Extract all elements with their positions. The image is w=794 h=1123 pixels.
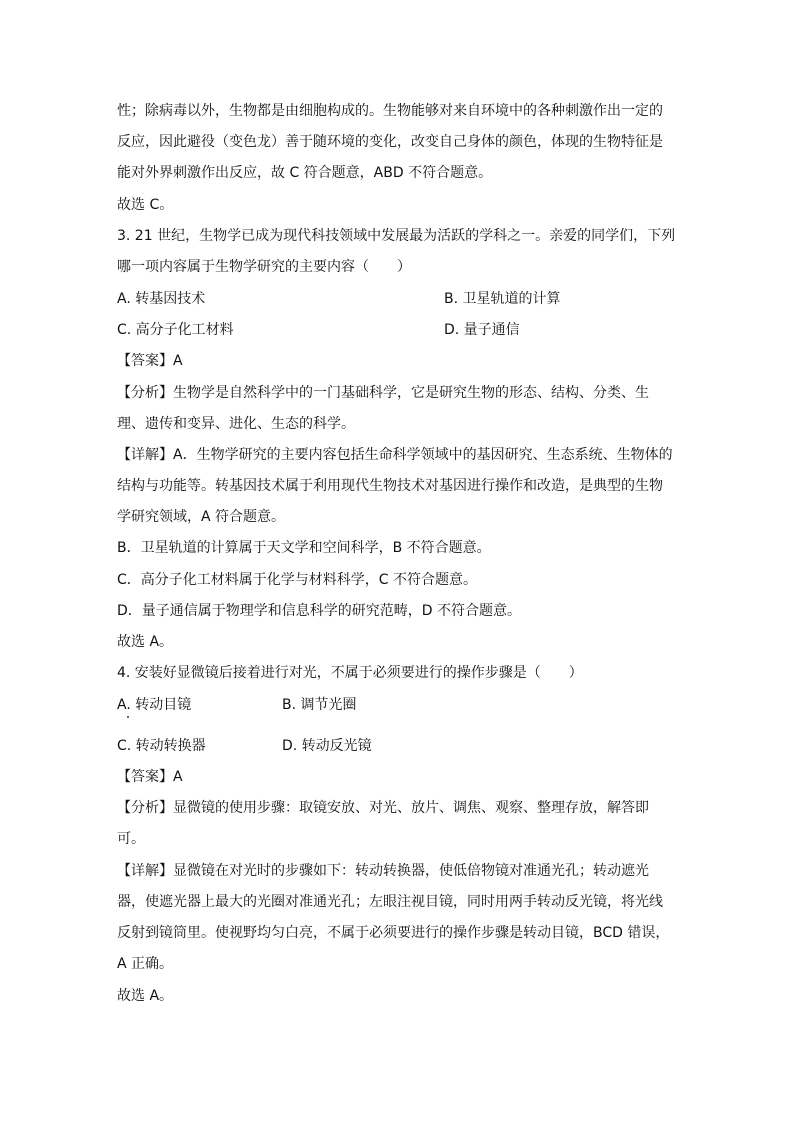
analysis-text: 【分析】生物学是自然科学中的一门基础科学，它是研究生物的形态、结构、分类、生: [117, 385, 649, 401]
answer-label: 【答案】A: [117, 769, 183, 785]
question-4-text: 4. 安装好显微镜后接着进行对光，不属于必须要进行的操作步骤是（ ）: [117, 665, 583, 681]
q3-option-d: D. 量子通信: [444, 322, 520, 338]
explanation-text: 结构与功能等。转基因技术属于利用现代生物技术对基因进行操作和改造，是典型的生物: [117, 478, 663, 494]
text-line: 能对外界刺激作出反应，故 C 符合题意，ABD 不符合题意。: [117, 165, 493, 181]
analysis-text: 可。: [117, 831, 145, 847]
explanation-text: 学研究领域，A 符合题意。: [117, 509, 286, 525]
answer-choice-line: 故选 C。: [117, 197, 174, 213]
explanation-text: C．高分子化工材料属于化学与材料科学，C 不符合题意。: [117, 572, 477, 588]
text-line: 性；除病毒以外，生物都是由细胞构成的。生物能够对来自环境中的各种刺激作出一定的: [117, 103, 663, 119]
q4-option-c: C. 转动转换器: [117, 738, 206, 754]
explanation-text: 反射到镜筒里。使视野均匀白亮，不属于必须要进行的操作步骤是转动目镜，BCD 错误，: [117, 925, 670, 941]
q4-option-a: A. 转动目镜: [117, 697, 192, 713]
q4-option-d: D. 转动反光镜: [282, 738, 372, 754]
explanation-text: D．量子通信属于物理学和信息科学的研究范畴，D 不符合题意。: [117, 603, 522, 619]
explanation-text: A 正确。: [117, 956, 174, 972]
explanation-text: B．卫星轨道的计算属于天文学和空间科学，B 不符合题意。: [117, 540, 491, 556]
explanation-text: 器，使遮光器上最大的光圈对准通光孔；左眼注视目镜，同时用两手转动反光镜，将光线: [117, 894, 663, 910]
answer-label: 【答案】A: [117, 353, 183, 369]
analysis-text: 理、遗传和变异、进化、生态的科学。: [117, 416, 355, 432]
answer-choice-line: 故选 A。: [117, 988, 174, 1004]
stray-dot: [127, 716, 129, 718]
q3-option-a: A. 转基因技术: [117, 291, 206, 307]
explanation-text: 【详解】显微镜在对光时的步骤如下：转动转换器，使低倍物镜对准通光孔；转动遮光: [117, 863, 649, 879]
text-line: 反应，因此避役（变色龙）善于随环境的变化，改变自己身体的颜色，体现的生物特征是: [117, 134, 663, 150]
q3-option-c: C. 高分子化工材料: [117, 322, 234, 338]
answer-choice-line: 故选 A。: [117, 634, 174, 650]
question-3-text: 3. 21 世纪，生物学已成为现代科技领域中发展最为活跃的学科之一。亲爱的同学们，下列: [117, 228, 676, 244]
analysis-text: 【分析】显微镜的使用步骤：取镜安放、对光、放片、调焦、观察、整理存放，解答即: [117, 800, 649, 816]
q4-option-b: B. 调节光圈: [282, 697, 357, 713]
explanation-text: 【详解】A．生物学研究的主要内容包括生命科学领域中的基因研究、生态系统、生物体的: [117, 447, 673, 463]
question-3-text: 哪一项内容属于生物学研究的主要内容（ ）: [117, 259, 411, 275]
q3-option-b: B. 卫星轨道的计算: [444, 291, 561, 307]
